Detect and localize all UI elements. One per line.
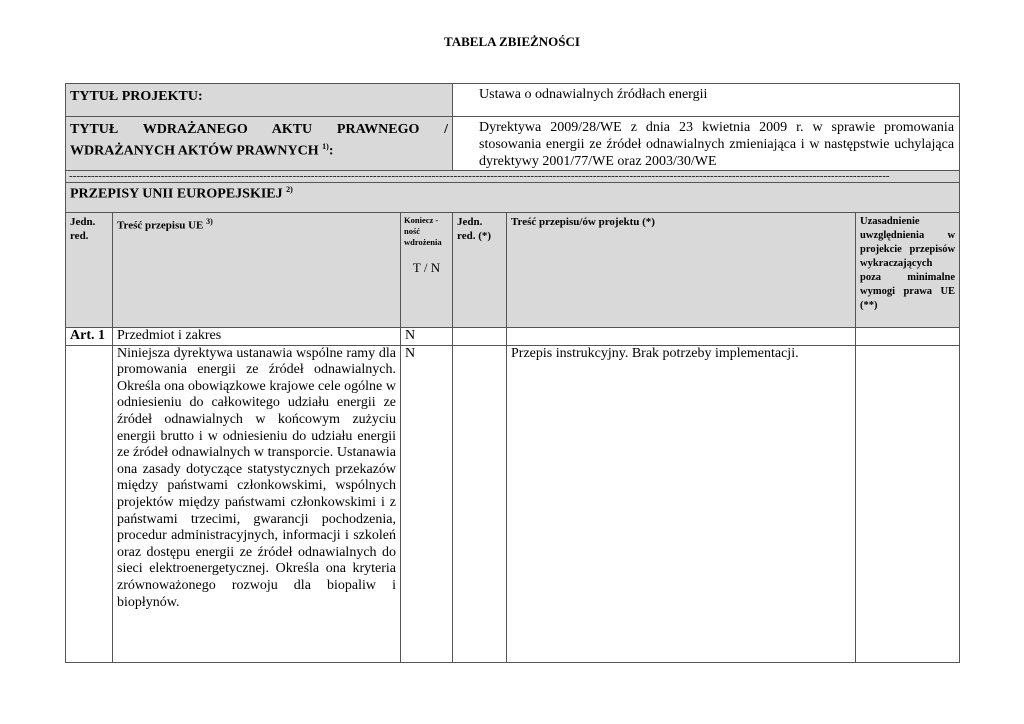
separator-cell [66, 171, 960, 183]
implemented-act-value: Dyrektywa 2009/28/WE z dnia 23 kwietnia 2009 r. w sprawie promowania stosowania energii ze źródeł odnawialnych zmieniająca i w następstwie uchylająca dyrektywy 2001/77/WE oraz 2003/30/WE [479, 120, 955, 169]
project-title-value-cell [453, 84, 960, 117]
col-header-content-project: Treść przepisu/ów projektu (*) [507, 213, 856, 328]
row-need-cell: N [401, 328, 453, 346]
section-title-row [66, 183, 960, 213]
row-ue-text-cell: Niniejsza dyrektywa ustanawia wspólne ramy dla promowania energii ze źródeł odnawialnych. Określa ona obowiązkowe krajowe cele ogólne w odniesieniu do całkowitego udziału energii ze źródeł odnawialnych w końcowym zużyciu energii brutto i w odniesieniu do udziału energii ze źródeł odnawialnych w transporcie. Ustanawia ona zasady dotyczące statystycznych przekazów między państwami członkowskimi, wspólnych projektów między państwami członkowskimi i z państwami trzecimi, gwarancji pochodzenia, procedur administracyjnych, informacji i szkoleń oraz dostępu energii ze źródeł odnawialnych do sieci elektroenergetycznej. Określa ona kryteria zrównoważonego rozwoju dla biopaliw i biopłynów. [113, 345, 401, 662]
project-title-value: Ustawa o odnawialnych źródłach energii [479, 87, 708, 102]
col-header-justification: Uzasadnienie uwzględnienia w projekcie przepisów wykraczających poza minimalne wymogi prawa UE (**) [856, 213, 960, 328]
col-header-content-ue: Treść przepisu UE $^{3)}$ [113, 213, 401, 328]
project-title-label: TYTUŁ PROJEKTU: [70, 89, 203, 104]
project-title-label-cell [66, 84, 453, 117]
column-header-row [66, 213, 960, 328]
col-header-need-impl: Koniecz -ność wdrożenia T / N [401, 213, 453, 328]
section-title: PRZEPISY UNII EUROPEJSKIEJ $^{2)}$ [70, 185, 293, 202]
row-unit-cell [66, 345, 113, 662]
col-header-unit-ue: Jedn. red. [66, 213, 113, 328]
implemented-act-row [66, 117, 960, 171]
row-project-unit-cell [453, 345, 507, 662]
section-title-cell [66, 183, 960, 213]
need-impl-tn: T / N [412, 260, 441, 275]
col-header-unit-project: Jedn. red. (*) [453, 213, 507, 328]
document-title: TABELA ZBIEŻNOŚCI [444, 34, 580, 49]
table-row [66, 345, 960, 662]
row-ue-text-cell: Przedmiot i zakres [113, 328, 401, 346]
row-justification-cell [856, 345, 960, 662]
correlation-table [65, 83, 960, 663]
row-project-text-cell [507, 328, 856, 346]
row-project-text-cell: Przepis instrukcyjny. Brak potrzeby implementacji. [507, 345, 856, 662]
separator-row [66, 171, 960, 183]
implemented-act-label: TYTUŁ WDRAŻANEGO AKTU PRAWNEGO / WDRAŻANYCH AKTÓW PRAWNYCH $^{1)}$: [70, 122, 449, 159]
project-title-row [66, 84, 960, 117]
dashed-separator: -------------------------------------------------------------------------------------------------------------------------------------------------------------------------------------------------------------------------------- [69, 171, 890, 181]
row-unit-cell: Art. 1 [66, 328, 113, 346]
row-need-cell: N [401, 345, 453, 662]
implemented-act-value-cell [453, 117, 960, 171]
row-project-unit-cell [453, 328, 507, 346]
table-row [66, 328, 960, 346]
row-justification-cell [856, 328, 960, 346]
implemented-act-label-cell [66, 117, 453, 171]
